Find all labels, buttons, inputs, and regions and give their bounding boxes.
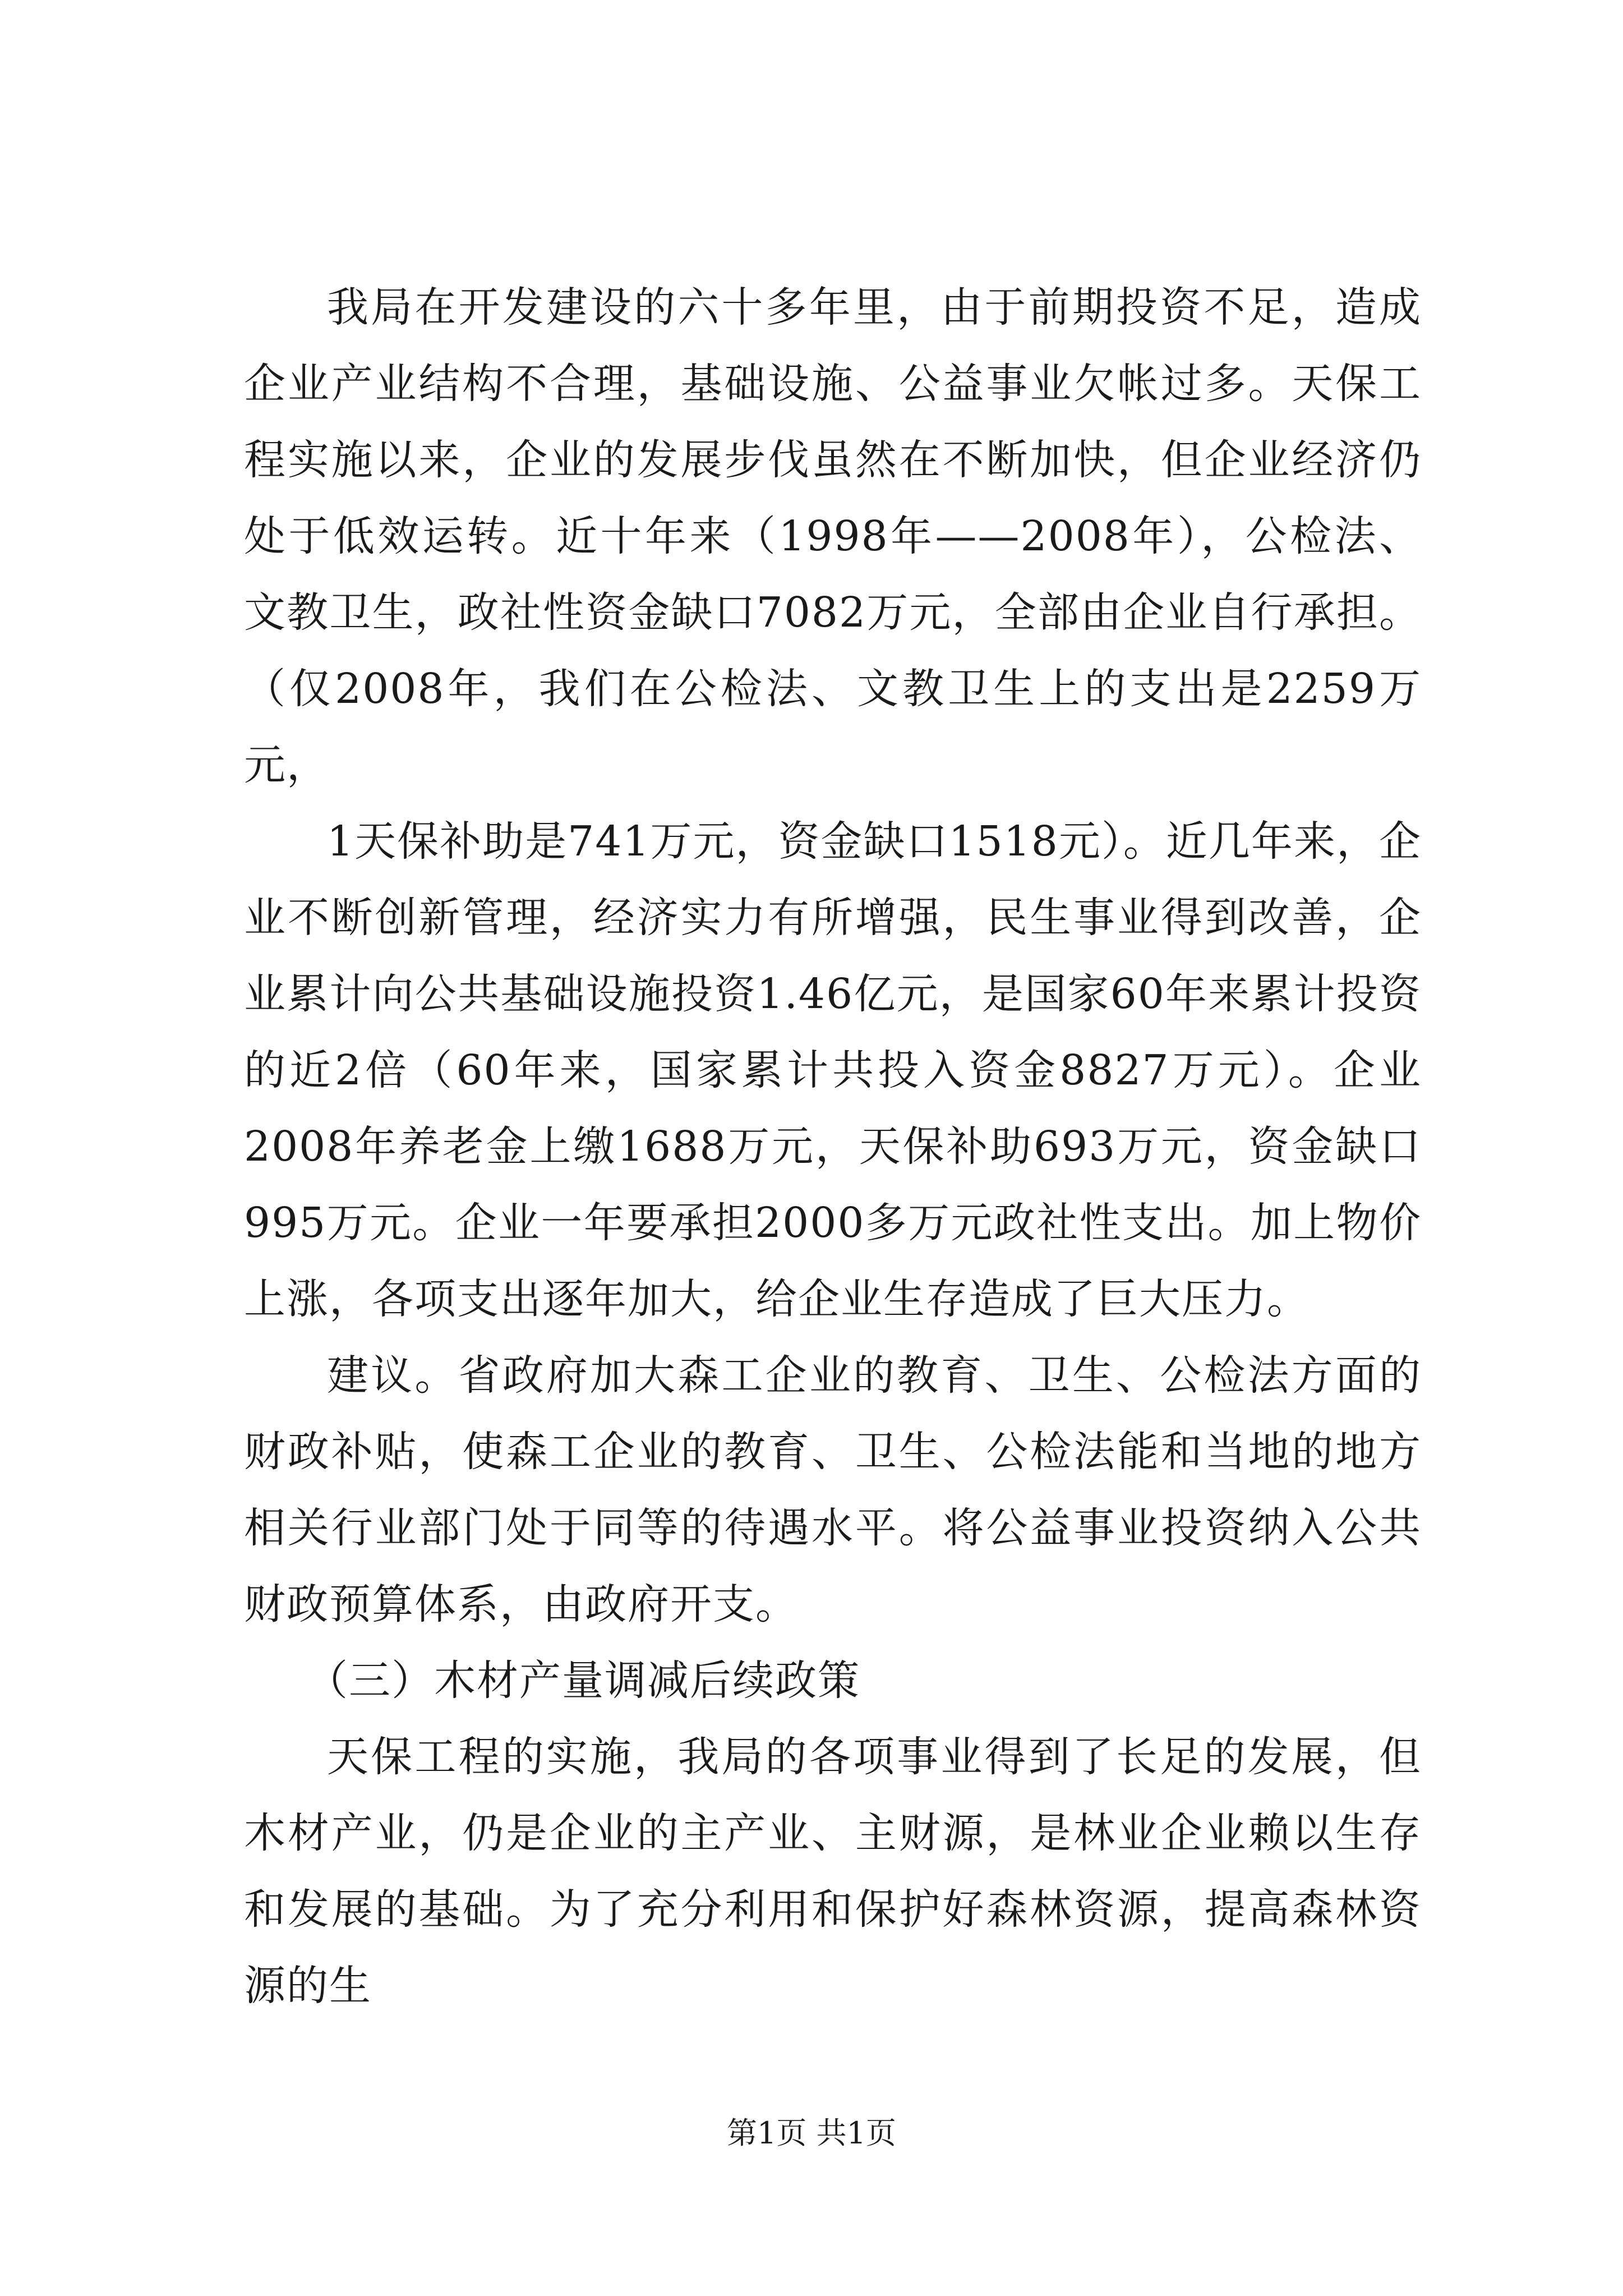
section-heading: （三）木材产量调减后续政策 (306, 1657, 860, 1705)
paragraph-subsidy-investment: 1天保补助是741万元，资金缺口1518元）。近几年来，企业不断创新管理，经济实力有所增强，民生事业得到改善，企业累计向公共基础设施投资1.46亿元，是国家60年来累计投资的近2倍（60年来，国家累计共投入资金8827万元）。企业2008年养老金上缴1688万元，天保补助693万元，资金缺口995万元。企业一年要承担2000多万元政社性支出。加上物价上涨，各项支出逐年加大，给企业生存造成了巨大压力。 (244, 817, 1422, 1323)
paragraph-recommendation: 建议。省政府加大森工企业的教育、卫生、公检法方面的财政补贴，使森工企业的教育、卫生、公检法能和当地的地方相关行业部门处于同等的待遇水平。将公益事业投资纳入公共财政预算体系，由政府开支。 (244, 1351, 1422, 1628)
paragraph-timber-industry: 天保工程的实施，我局的各项事业得到了长足的发展，但木材产业，仍是企业的主产业、主财源，是林业企业赖以生存和发展的基础。为了充分利用和保护好森林资源，提高森林资源的生 (244, 1733, 1422, 2010)
page-footer: 第1页 共1页 (727, 2115, 896, 2151)
paragraph-funding-gap: 我局在开发建设的六十多年里，由于前期投资不足，造成企业产业结构不合理，基础设施、公益事业欠帐过多。天保工程实施以来，企业的发展步伐虽然在不断加快，但企业经济仍处于低效运转。近十年来（1998年——2008年），公检法、文教卫生，政社性资金缺口7082万元，全部由企业自行承担。（仅2008年，我们在公检法、文教卫生上的支出是2259万元， (244, 283, 1422, 789)
document-body (244, 269, 1422, 2024)
